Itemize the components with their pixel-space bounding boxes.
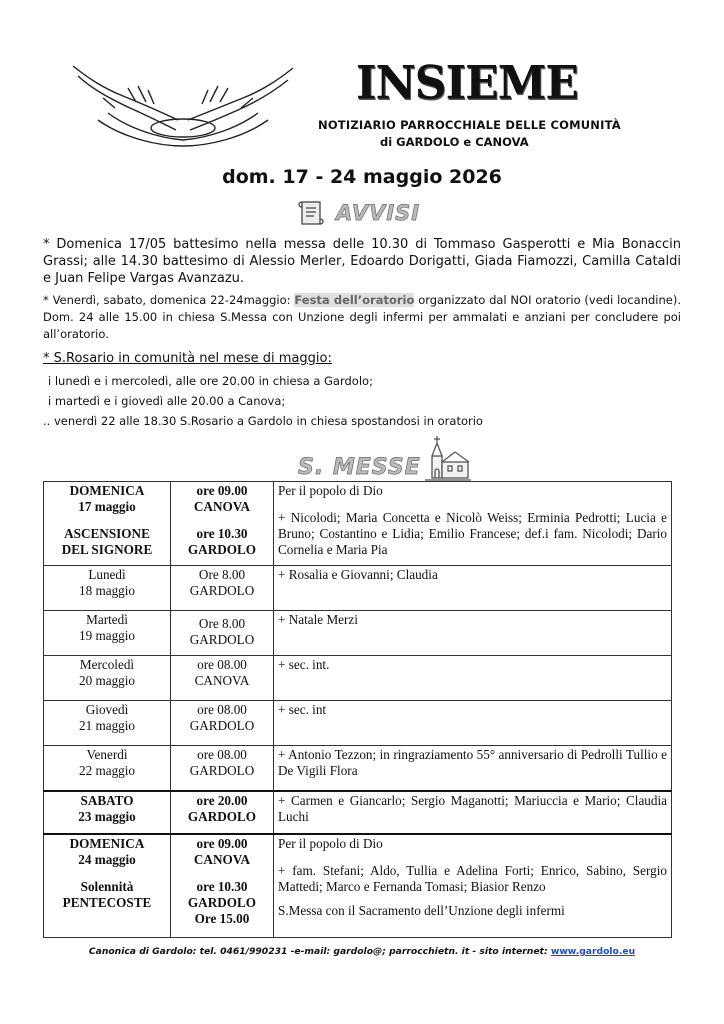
day-cell [44,611,171,656]
day-date: 23 maggio [78,808,136,824]
praying-hands-icon [68,58,298,148]
rosario-line: .. venerdì 22 alle 18.30 S.Rosario a Gardolo in chiesa spostandosi in oratorio [43,414,483,428]
day-date: 17 maggio [78,499,136,514]
day-cell [44,746,171,791]
day-cell [44,566,171,611]
table-row [44,791,672,834]
mass-time: ore 08.00 [197,702,247,717]
date-range: dom. 17 - 24 maggio 2026 [222,166,502,188]
newsletter-communities: di GARDOLO e CANOVA [380,135,529,149]
intention: + fam. Stefani; Aldo, Tullia e Adelina Forti; Enrico, Sabino, Sergio Mattedi; Marco e Fernanda Tomasi; Biasior Renzo [278,862,667,894]
mass-place: GARDOLO [189,583,255,598]
day-date: 21 maggio [78,718,136,733]
day-cell [44,701,171,746]
scroll-icon [296,199,328,227]
mass-time: ore 10.30 [196,526,248,541]
time-cell [171,834,274,938]
table-row [44,611,672,656]
day-name: Martedì [86,612,128,627]
website-link[interactable]: www.gardolo.eu [550,946,636,957]
mass-place: GARDOLO [187,808,257,824]
notice-oratorio-intro: * Venerdì, sabato, domenica 22-24maggio: [43,293,295,307]
day-cell [44,791,171,834]
notice-oratorio-festival [43,292,681,343]
mass-time: Ore 15.00 [194,910,250,926]
day-date: 22 maggio [78,763,136,778]
messe-heading: S. MESSE [298,455,421,480]
day-name: Mercoledì [79,657,135,672]
newsletter-subtitle: NOTIZIARIO PARROCCHIALE DELLE COMUNITÀ [318,118,621,132]
mass-place: GARDOLO [189,632,255,647]
rosario-line: i lunedì e i mercoledì, alle ore 20.00 in chiesa a Gardolo; [48,374,373,388]
time-cell [171,656,274,701]
day-name: DOMENICA [69,483,145,498]
mass-time: ore 08.00 [197,657,247,672]
avvisi-heading-block [296,198,420,228]
day-name: SABATO [80,792,134,808]
notice-baptism: * Domenica 17/05 battesimo nella messa delle 10.30 di Tommaso Gasperotti e Mia Bonaccin Grassi; alle 14.30 battesimo di Alessio Merler, Edoardo Dorigatti, Giada Fiamozzi, Camilla Cataldi e Juan Felipe Vargas Avanzazu. [43,237,681,286]
mass-time: ore 20.00 [196,792,248,808]
avvisi-heading: AVVISI [336,201,421,225]
mass-place: GARDOLO [187,542,257,557]
table-row [44,701,672,746]
feast-name: Solennità [80,878,134,894]
mass-time: Ore 8.00 [198,567,246,582]
time-cell [171,566,274,611]
footer-contacts [0,946,724,957]
mass-time: Ore 8.00 [198,616,246,631]
intentions-cell: + Rosalia e Giovanni; Claudia [274,566,672,611]
intentions-cell [274,834,672,938]
time-cell [171,482,274,566]
table-row [44,746,672,791]
intentions-cell: + Antonio Tezzon; in ringraziamento 55° anniversario di Pedrolli Tullio e De Vigili Flora [274,746,672,791]
intentions-cell: + sec. int [274,701,672,746]
intentions-cell: + sec. int. [274,656,672,701]
mass-place: CANOVA [193,851,251,867]
table-row [44,656,672,701]
rosario-line: i martedì e i giovedì alle 20.00 a Canova; [48,394,286,408]
feast-name: DEL SIGNORE [61,542,153,557]
mass-time: ore 09.00 [196,483,248,498]
table-row [44,834,672,938]
newsletter-title: INSIEME [356,56,578,111]
feast-name: ASCENSIONE [64,526,150,541]
footer-text: Canonica di Gardolo: tel. 0461/990231 -e-mail: gardolo@; parrocchietn. it - sito internet: [88,946,551,957]
day-name: Lunedì [88,567,126,582]
day-name: DOMENICA [69,835,145,851]
day-date: 20 maggio [78,673,136,688]
highlight-festa: Festa dell’oratorio [294,293,415,307]
day-name: Venerdì [86,747,128,762]
time-cell [171,746,274,791]
intentions-cell: + Carmen e Giancarlo; Sergio Maganotti; Mariuccia e Mario; Claudia Luchi [274,791,672,834]
church-icon [423,434,471,482]
mass-place: CANOVA [193,499,251,514]
time-cell [171,701,274,746]
time-cell [171,791,274,834]
mass-place: CANOVA [194,673,250,688]
intention: Per il popolo di Dio [278,835,383,851]
day-date: 19 maggio [78,628,136,643]
day-date: 24 maggio [78,851,136,867]
rosario-title: * S.Rosario in comunità nel mese di maggio: [43,351,332,366]
table-row [44,482,672,566]
notice-oratorio-details: organizzato dal NOI oratorio (vedi locandine). Dom. 24 alle 15.00 in chiesa S.Messa con Unzione degli infermi per ammalati e anziani per concludere poi all’oratorio. [43,293,682,341]
intentions-cell [274,482,672,566]
day-date: 18 maggio [78,583,136,598]
mass-time: ore 09.00 [196,835,248,851]
messe-heading-block [298,432,471,482]
intentions-cell: + Natale Merzi [274,611,672,656]
intention: + Nicolodi; Maria Concetta e Nicolò Weiss; Erminia Pedrotti; Lucia e Bruno; Costantino e Lidia; Emilio Francese; def.i fam. Nicolodi; Dario Cornelia e Maria Pia [278,510,667,557]
day-cell [44,834,171,938]
mass-place: GARDOLO [189,763,255,778]
mass-place: GARDOLO [189,718,255,733]
time-cell [171,611,274,656]
day-name: Giovedì [85,702,129,717]
mass-time: ore 10.30 [196,878,248,894]
masses-table [43,481,672,938]
day-cell [44,656,171,701]
feast-name: PENTECOSTE [62,894,152,910]
day-cell [44,482,171,566]
intention: S.Messa con il Sacramento dell’Unzione degli infermi [278,902,565,918]
intention: Per il popolo di Dio [278,483,383,498]
mass-time: ore 08.00 [197,747,247,762]
mass-place: GARDOLO [187,894,257,910]
table-row [44,566,672,611]
